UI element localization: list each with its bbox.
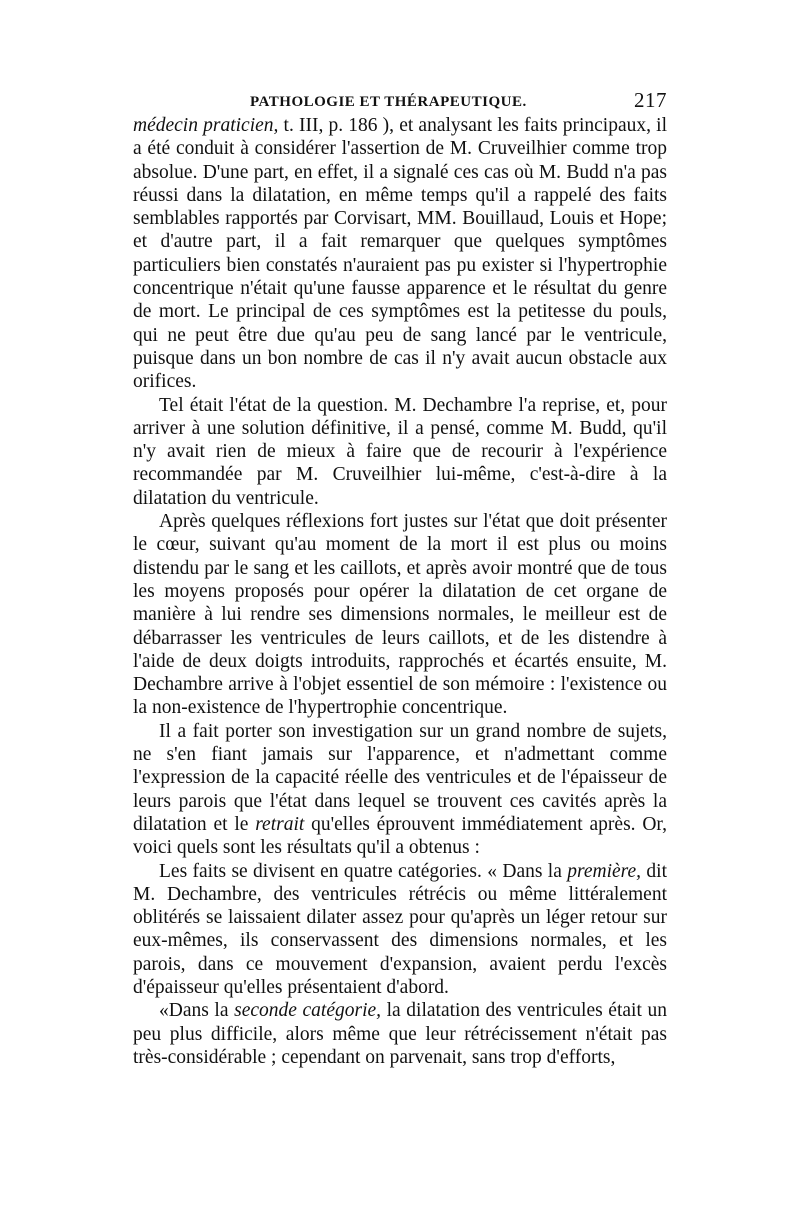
italic-phrase: seconde catégorie, xyxy=(234,1000,382,1022)
running-title: PATHOLOGIE ET THÉRAPEUTIQUE. xyxy=(250,94,527,110)
paragraph-text: t. III, p. 186 ), et analysant les faits principaux, il a été conduit à considérer l'assertion de M. Cruveilhier comme trop absolue. D'une part, en effet, il a signalé ces cas où M. Budd n'a pas réussi dans la dilatation, en même temps qu'il a rappelé des faits semblables rapportés par Corvisart, MM. Bouillaud, Louis et Hope; et d'autre part, il a fait remarquer que quelques symptômes particuliers bien constatés n'auraient pas pu exister si l'hypertrophie concentrique n'était qu'une fausse apparence et le résultat du genre de mort. Le principal de ces symptômes est la petitesse du pouls, qui ne peut être due qu'au peu de sang lancé par le ventricule, puisque dans un bon nombre de cas il n'y avait aucun obstacle aux orifices. xyxy=(133,115,667,393)
book-page xyxy=(133,88,667,1069)
paragraph-text: dit M. Dechambre, des ventricules rétrécis ou même littéralement oblitérés se laissaient dilater assez pour qu'après un léger retour sur eux-mêmes, ils conservassent des dimensions normales, et les parois, dans ce mouvement d'expansion, avaient perdu l'excès d'épaisseur qu'elles présentaient d'abord. xyxy=(133,860,668,998)
italic-word: première, xyxy=(567,860,642,882)
running-header xyxy=(133,88,667,122)
paragraph-4 xyxy=(133,720,667,860)
paragraph-5 xyxy=(133,860,667,1000)
paragraph-text: Après quelques réflexions fort justes sur l'état que doit présenter le cœur, suivant qu'au moment de la mort il est plus ou moins distendu par le sang et les caillots, et après avoir montré que de tous les moyens proposés pour opérer la dilatation de cet organe de manière à lui rendre ses dimensions normales, le meilleur est de débarrasser les ventricules de leurs caillots, et de les distendre à l'aide de deux doigts introduits, rapprochés et écartés ensuite, M. Dechambre arrive à l'objet essentiel de son mémoire : l'existence ou la non-existence de l'hypertrophie concentrique. xyxy=(133,511,667,719)
page-number: 217 xyxy=(634,88,667,112)
paragraph-text: qu'elles éprouvent immédiatement après. Or, voici quels sont les résultats qu'il a obtenus : xyxy=(133,813,667,859)
body-text xyxy=(133,114,667,1069)
paragraph-3 xyxy=(133,510,667,720)
paragraph-1 xyxy=(133,114,667,394)
paragraph-text: «Dans la xyxy=(159,1000,235,1022)
paragraph-text: Tel était l'état de la question. M. Dechambre l'a reprise, et, pour arriver à une solution définitive, il a pensé, comme M. Budd, qu'il n'y avait rien de mieux à faire que de recourir à l'expérience recommandée par M. Cruveilhier lui-même, c'est-à-dire à la dilatation du ventricule. xyxy=(133,394,667,509)
italic-phrase: médecin praticien, xyxy=(133,115,279,136)
paragraph-text: Il a fait porter son investigation sur un grand nombre de sujets, ne s'en fiant jamais sur l'apparence, et n'admettant comme l'expression de la capacité réelle des ventricules et de l'épaisseur de leurs parois que l'état dans lequel se trouvent ces cavités après la dilatation et le xyxy=(133,720,667,835)
paragraph-text: Les faits se divisent en quatre catégories. « Dans la xyxy=(159,860,568,882)
paragraph-text: la dilatation des ventricules était un peu plus difficile, alors même que leur rétrécissement n'était pas très-considérable ; cependant on parvenait, sans trop d'efforts, xyxy=(133,1000,667,1068)
paragraph-2 xyxy=(133,394,667,510)
paragraph-6 xyxy=(133,999,667,1069)
italic-word: retrait xyxy=(255,813,305,835)
